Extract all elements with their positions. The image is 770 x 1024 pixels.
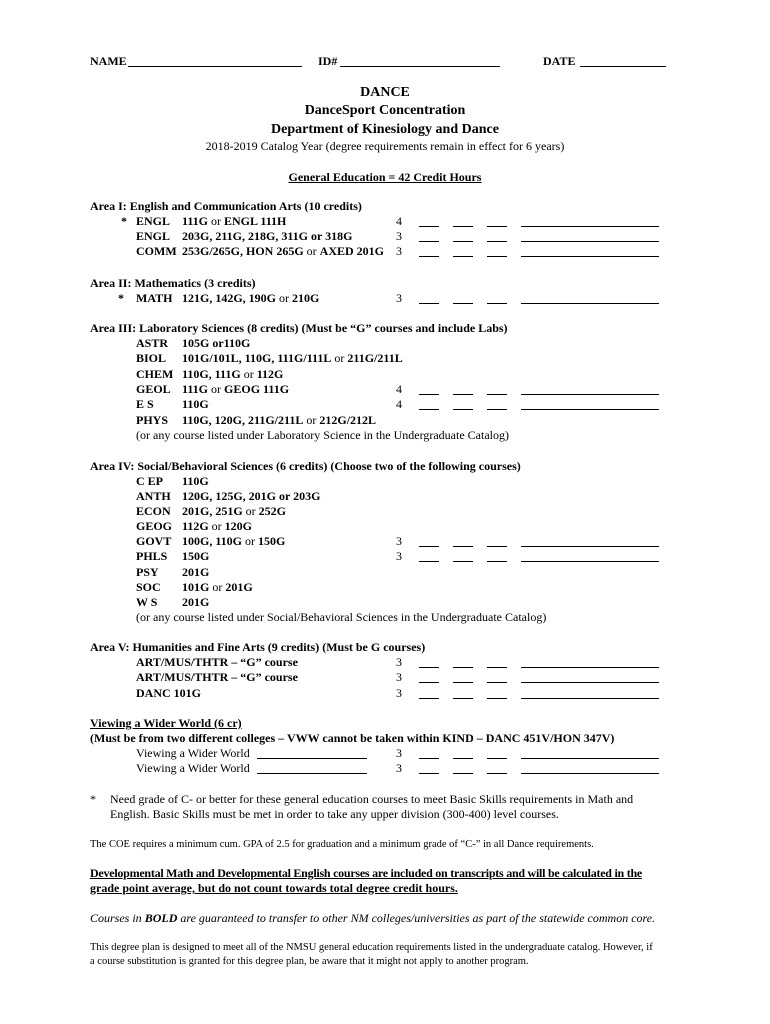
course-numbers: 101G/101L, 110G, 111G/111L [182,351,332,365]
course-subject: E S [136,397,154,411]
course-numbers: 201G, 251G [182,504,243,518]
area3-row-4-blank-3[interactable] [487,409,507,410]
area4-row-6-course [136,565,209,580]
vww-row-0-label: Viewing a Wider World [136,746,250,760]
id-field[interactable] [340,66,500,67]
area4-row-4-blank-2[interactable] [453,546,473,547]
area4-row-4-blank-3[interactable] [487,546,507,547]
vww-row-1-blank-1[interactable] [419,773,439,774]
course-alternate: 252G [258,504,287,518]
concentration-title: DanceSport Concentration [304,103,466,118]
course-numbers: 111G [182,214,209,228]
area5-row-2-blank-3[interactable] [487,698,507,699]
area1-row-2-blank-2[interactable] [453,256,473,257]
area3-row-3-credits: 4 [396,382,402,396]
course-numbers: 201G [182,595,210,609]
substitution-line1: This degree plan is designed to meet all of the NMSU general education requirements listed in the undergraduate catalog. However, if [90,942,653,953]
area5-row-2-blank-2[interactable] [453,698,473,699]
course-subject: GEOG [136,519,173,533]
area3-row-3-blank-3[interactable] [487,394,507,395]
basic-skills-line2: English. Basic Skills must be met in order to take any upper division (300-400) level courses. [110,807,559,821]
area5-row-2-course-line[interactable] [521,698,659,699]
area1-row-2-blank-1[interactable] [419,256,439,257]
course-alternate: 112G [256,367,284,381]
area1-row-2-blank-3[interactable] [487,256,507,257]
course-connector: or [276,291,293,305]
course-connector: or [242,504,259,518]
area2-row-0-blank-2[interactable] [453,303,473,304]
course-numbers: 100G, 110G [182,534,243,548]
area4-row-8-course [136,595,209,610]
area3-row-4-blank-1[interactable] [419,409,439,410]
area5-row-0-blank-2[interactable] [453,667,473,668]
area4-row-5-credits: 3 [396,549,402,563]
course-connector: or [209,580,226,594]
area2-row-0-course-line[interactable] [521,303,659,304]
vww-heading: Viewing a Wider World (6 cr) [90,716,242,730]
course-subject: C EP [136,474,163,488]
coe-gpa-note: The COE requires a minimum cum. GPA of 2.5 for graduation and a minimum grade of “C-” in all Dance requirements. [90,839,594,850]
area3-row-3-blank-1[interactable] [419,394,439,395]
vww-row-0-credits: 3 [396,746,402,760]
vww-row-1-blank-3[interactable] [487,773,507,774]
course-numbers: 110G, 120G, 211G/211L [182,413,304,427]
name-field[interactable] [128,66,302,67]
course-subject: PSY [136,565,159,579]
area1-row-1-blank-1[interactable] [419,241,439,242]
area1-row-0-blank-2[interactable] [453,226,473,227]
area5-row-0-blank-3[interactable] [487,667,507,668]
area5-row-2-blank-1[interactable] [419,698,439,699]
area3-row-5-course [136,413,376,428]
gen-ed-heading: General Education = 42 Credit Hours [288,170,482,184]
course-numbers: 120G, 125G, 201G or 203G [182,489,321,503]
area4-row-7-course [136,580,253,595]
area4-row-4-course [136,534,285,549]
area5-row-1-course: ART/MUS/THTR – “G” course [136,670,298,684]
area1-row-1-credits: 3 [396,229,402,243]
area3-row-4-course-line[interactable] [521,409,659,410]
course-numbers: 253G/265G, HON 265G [182,244,304,258]
area1-row-0-credits: 4 [396,214,402,228]
area1-row-2-credits: 3 [396,244,402,258]
vww-row-1-label: Viewing a Wider World [136,761,250,775]
date-label: DATE [543,54,576,68]
course-connector: or [303,413,320,427]
course-alternate: AXED 201G [319,244,385,258]
area1-heading: Area I: English and Communication Arts (10 credits) [90,199,362,213]
developmental-line2: grade point average, but do not count towards total degree credit hours. [90,881,458,895]
course-subject: ASTR [136,336,169,350]
area1-row-1-blank-2[interactable] [453,241,473,242]
vww-row-0-course-field[interactable] [257,758,367,759]
course-numbers: 101G [182,580,210,594]
page-title: DANCE [360,85,410,100]
area2-row-0-credits: 3 [396,291,402,305]
area4-row-5-blank-1[interactable] [419,561,439,562]
area4-row-3-course [136,519,252,534]
area3-row-4-course [136,397,209,412]
area1-row-0-course-line[interactable] [521,226,659,227]
area5-row-0-course-line[interactable] [521,667,659,668]
basic-skills-mark: * [90,792,96,806]
area3-row-4-blank-2[interactable] [453,409,473,410]
area1-row-0-blank-1[interactable] [419,226,439,227]
area4-row-4-blank-1[interactable] [419,546,439,547]
area5-row-1-blank-3[interactable] [487,682,507,683]
area5-row-1-blank-1[interactable] [419,682,439,683]
course-alternate: 210G [292,291,320,305]
vww-row-1-course-field[interactable] [257,773,367,774]
vww-row-0-blank-2[interactable] [453,758,473,759]
area2-row-0-mark: * [118,291,124,305]
course-numbers: 121G, 142G, 190G [182,291,277,305]
area4-row-5-blank-2[interactable] [453,561,473,562]
area3-note: (or any course listed under Laboratory Science in the Undergraduate Catalog) [136,428,509,442]
id-label: ID# [318,54,338,68]
area4-row-1-course [136,489,320,504]
course-subject: SOC [136,580,161,594]
course-alternate: 212G/212L [319,413,377,427]
course-numbers: 201G [182,565,210,579]
name-label: NAME [90,54,127,68]
area5-row-0-credits: 3 [396,655,402,669]
area5-row-0-course: ART/MUS/THTR – “G” course [136,655,298,669]
area4-row-0-course [136,474,209,489]
course-numbers: 110G, 111G [182,367,241,381]
course-numbers: 110G [182,474,209,488]
course-connector: or [208,519,225,533]
course-alternate: 211G/211L [347,351,403,365]
bold-courses-note: Courses in BOLD are guaranteed to transfer to other NM colleges/universities as part of the statewide common core. [90,911,656,925]
area3-heading: Area III: Laboratory Sciences (8 credits) (Must be “G” courses and include Labs) [90,321,508,335]
area3-row-2-course [136,367,283,382]
course-subject: ECON [136,504,171,518]
area4-row-5-course [136,549,209,564]
course-subject: ENGL [136,214,171,228]
area3-row-3-course [136,382,289,397]
area3-row-3-blank-2[interactable] [453,394,473,395]
area1-row-1-course-line[interactable] [521,241,659,242]
basic-skills-line1: Need grade of C- or better for these general education courses to meet Basic Skills requirements in Math and [110,792,634,806]
area5-row-0-blank-1[interactable] [419,667,439,668]
vww-row-1-credits: 3 [396,761,402,775]
area3-row-0-course [136,336,250,351]
course-subject: W S [136,595,158,609]
course-subject: GOVT [136,534,172,548]
course-alternate: 120G [224,519,253,533]
area1-row-2-course-line[interactable] [521,256,659,257]
course-numbers: 112G [182,519,209,533]
area4-row-2-course [136,504,286,519]
vww-row-1-blank-2[interactable] [453,773,473,774]
area3-row-4-credits: 4 [396,397,402,411]
course-numbers: 203G, 211G, 218G, 311G or 318G [182,229,353,243]
department-title: Department of Kinesiology and Dance [271,122,499,137]
area2-row-0-course [136,291,319,306]
area5-row-1-blank-2[interactable] [453,682,473,683]
developmental-line1: Developmental Math and Developmental English courses are included on transcripts and will be calculated in the [90,866,642,880]
course-connector: or [242,534,259,548]
course-subject: COMM [136,244,177,258]
area1-row-0-mark: * [121,214,127,228]
area1-row-1-course [136,229,352,244]
area4-row-4-credits: 3 [396,534,402,548]
area5-row-2-course: DANC 101G [136,686,201,700]
vww-row-0-blank-1[interactable] [419,758,439,759]
vww-row-0-course-line[interactable] [521,758,659,759]
course-alternate: GEOG 111G [224,382,290,396]
course-alternate: 201G [225,580,253,594]
course-subject: BIOL [136,351,167,365]
course-subject: CHEM [136,367,174,381]
area1-row-0-blank-3[interactable] [487,226,507,227]
course-connector: or [240,367,257,381]
course-subject: ENGL [136,229,171,243]
course-subject: PHYS [136,413,169,427]
area2-heading: Area II: Mathematics (3 credits) [90,276,256,290]
area5-heading: Area V: Humanities and Fine Arts (9 credits) (Must be G courses) [90,640,426,654]
course-subject: GEOL [136,382,171,396]
course-alternate: ENGL 111H [224,214,287,228]
area3-row-1-course [136,351,403,366]
vww-row-0-blank-3[interactable] [487,758,507,759]
area5-row-2-credits: 3 [396,686,402,700]
course-numbers: 111G [182,382,209,396]
area4-row-5-course-line[interactable] [521,561,659,562]
area3-row-3-course-line[interactable] [521,394,659,395]
vww-subheading: (Must be from two different colleges – VWW cannot be taken within KIND – DANC 451V/HON 347V) [90,731,615,745]
course-numbers: 150G [182,549,210,563]
area4-note: (or any course listed under Social/Behavioral Sciences in the Undergraduate Catalog) [136,610,547,624]
area2-row-0-blank-1[interactable] [419,303,439,304]
area5-row-1-course-line[interactable] [521,682,659,683]
area4-row-5-blank-3[interactable] [487,561,507,562]
course-numbers: 110G [182,397,209,411]
course-alternate: 150G [258,534,286,548]
area2-row-0-blank-3[interactable] [487,303,507,304]
course-subject: ANTH [136,489,171,503]
course-connector: or [331,351,348,365]
course-connector: or [208,382,225,396]
area5-row-1-credits: 3 [396,670,402,684]
course-subject: MATH [136,291,173,305]
vww-row-1-course-line[interactable] [521,773,659,774]
course-connector: or [208,214,225,228]
date-field[interactable] [580,66,666,67]
area1-row-2-course [136,244,384,259]
area1-row-1-blank-3[interactable] [487,241,507,242]
course-subject: PHLS [136,549,168,563]
area4-heading: Area IV: Social/Behavioral Sciences (6 credits) (Choose two of the following courses) [90,459,521,473]
catalog-year: 2018-2019 Catalog Year (degree requirements remain in effect for 6 years) [205,139,565,153]
area1-row-0-course [136,214,286,229]
course-connector: or [303,244,320,258]
substitution-line2: a course substitution is granted for this degree plan, be aware that it might not apply to another program. [90,956,529,967]
course-numbers: 105G or110G [182,336,251,350]
area4-row-4-course-line[interactable] [521,546,659,547]
